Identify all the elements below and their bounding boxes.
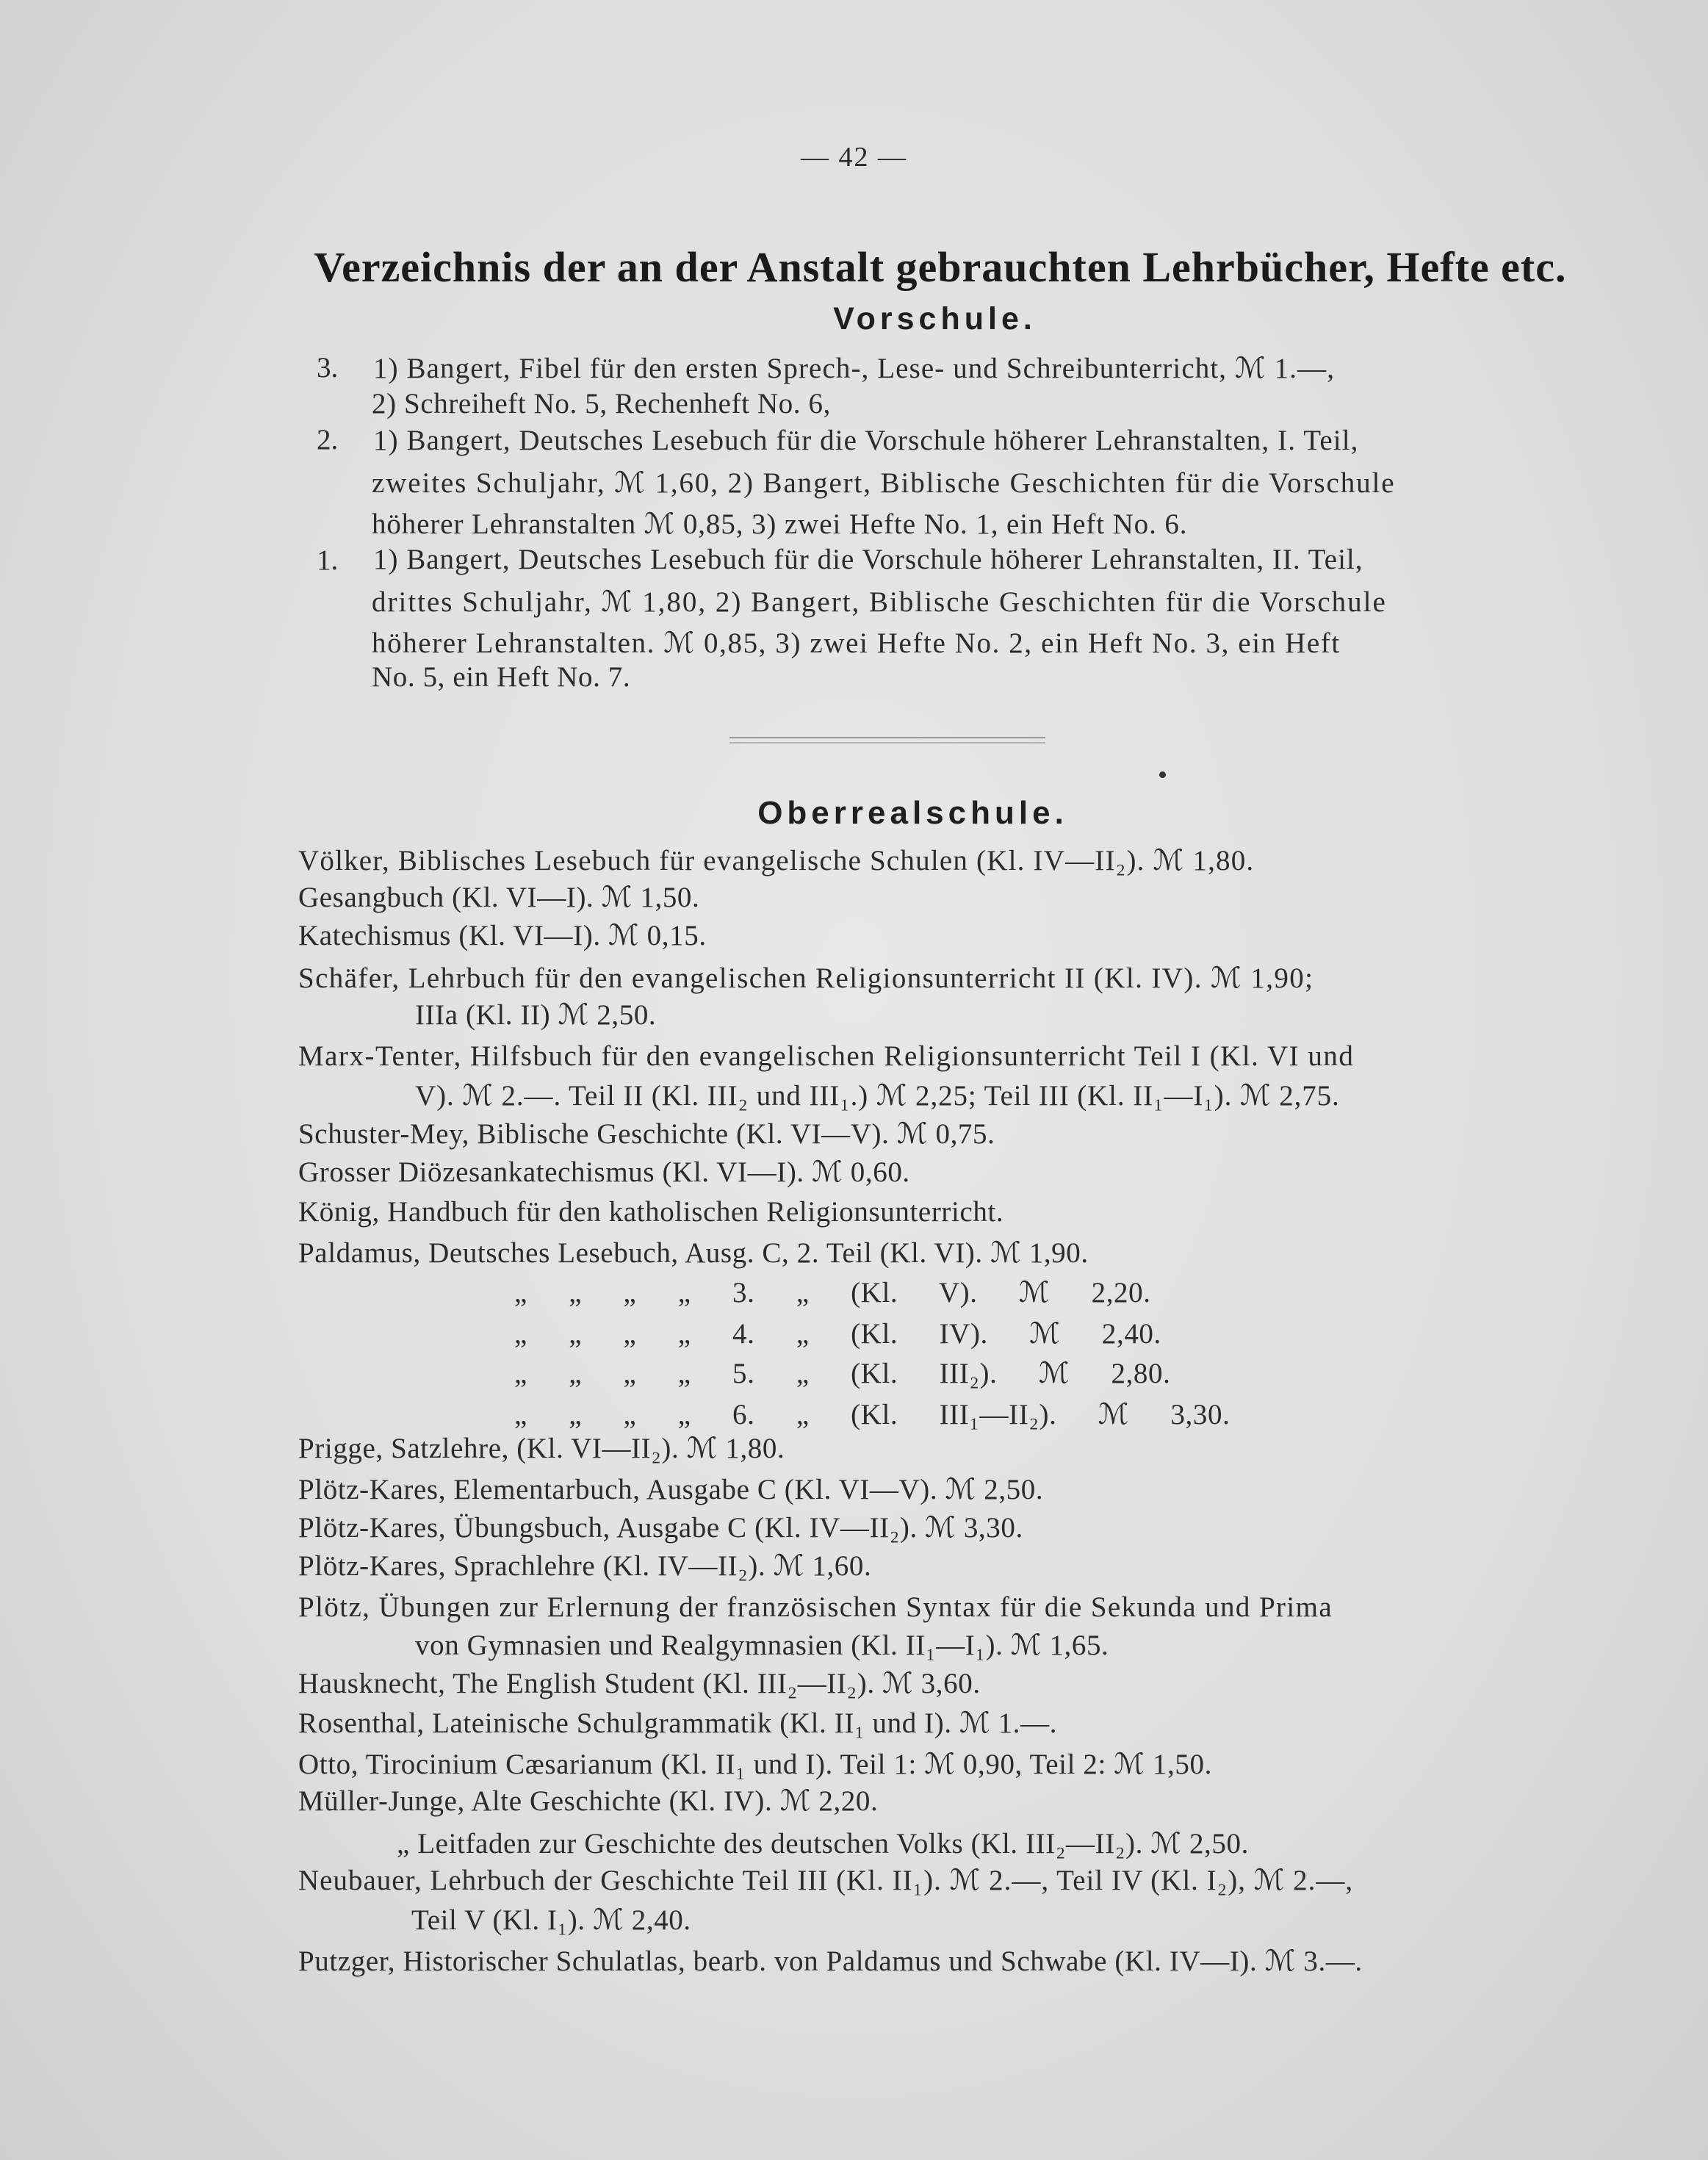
book-line: Plötz-Kares, Übungsbuch, Ausgabe C (Kl. IV—II₂). ℳ 3,30.: [298, 1512, 1023, 1544]
book-line: Gesangbuch (Kl. VI—I). ℳ 1,50.: [298, 882, 700, 913]
book-line: Schäfer, Lehrbuch für den evangelischen Religionsunterricht II (Kl. IV). ℳ 1,90;: [298, 962, 1314, 994]
book-line: V). ℳ 2.—. Teil II (Kl. III₂ und III₁.) ℳ 2,25; Teil III (Kl. II₁—I₁). ℳ 2,75.: [415, 1080, 1340, 1112]
book-line: Plötz-Kares, Elementarbuch, Ausgabe C (Kl. VI—V). ℳ 2,50.: [298, 1474, 1044, 1505]
book-line: Müller-Junge, Alte Geschichte (Kl. IV). ℳ 2,20.: [298, 1785, 879, 1817]
entry-line: 1) Bangert, Deutsches Lesebuch für die Vorschule höherer Lehranstalten, II. Teil,: [373, 544, 1363, 575]
book-line: Paldamus, Deutsches Lesebuch, Ausg. C, 2. Teil (Kl. VI). ℳ 1,90.: [298, 1237, 1089, 1269]
entry-number: 3.: [317, 352, 339, 384]
book-line: Grosser Diözesankatechismus (Kl. VI—I). ℳ 0,60.: [298, 1156, 910, 1188]
book-line: Otto, Tirocinium Cæsarianum (Kl. II₁ und I). Teil 1: ℳ 0,90, Teil 2: ℳ 1,50.: [298, 1749, 1212, 1780]
book-line: „ „ „ „ 5. „ (Kl. III₂). ℳ 2,80.: [514, 1358, 1171, 1389]
section-heading-oberrealschule: Oberrealschule.: [757, 795, 1068, 831]
book-line: „ Leitfaden zur Geschichte des deutschen Volks (Kl. III₂—II₂). ℳ 2,50.: [397, 1828, 1249, 1860]
ink-dot: [1159, 771, 1166, 778]
book-line: Hausknecht, The English Student (Kl. III₂—II₂). ℳ 3,60.: [298, 1668, 981, 1699]
entry-line: 1) Bangert, Deutsches Lesebuch für die Vorschule höherer Lehranstalten, I. Teil,: [373, 425, 1359, 456]
book-line: Schuster-Mey, Biblische Geschichte (Kl. VI—V). ℳ 0,75.: [298, 1118, 995, 1150]
book-line: von Gymnasien und Realgymnasien (Kl. II₁—I₁). ℳ 1,65.: [415, 1630, 1109, 1661]
entry-line: drittes Schuljahr, ℳ 1,80, 2) Bangert, Biblische Geschichten für die Vorschule: [372, 586, 1387, 618]
book-line: „ „ „ „ 4. „ (Kl. IV). ℳ 2,40.: [514, 1318, 1161, 1350]
book-line: König, Handbuch für den katholischen Religionsunterricht.: [298, 1196, 1004, 1228]
entry-line: No. 5, ein Heft No. 7.: [372, 661, 631, 693]
entry-line: 2) Schreiheft No. 5, Rechenheft No. 6,: [372, 388, 831, 420]
page-number: — 42 —: [801, 142, 907, 173]
book-line: Völker, Biblisches Lesebuch für evangelische Schulen (Kl. IV—II₂). ℳ 1,80.: [298, 845, 1255, 876]
entry-line: höherer Lehranstalten ℳ 0,85, 3) zwei Hefte No. 1, ein Heft No. 6.: [372, 508, 1188, 540]
book-line: Prigge, Satzlehre, (Kl. VI—II₂). ℳ 1,80.: [298, 1433, 785, 1464]
section-heading-vorschule: Vorschule.: [833, 301, 1037, 336]
book-line: Plötz, Übungen zur Erlernung der französischen Syntax für die Sekunda und Prima: [298, 1591, 1333, 1623]
entry-line: zweites Schuljahr, ℳ 1,60, 2) Bangert, Biblische Geschichten für die Vorschule: [372, 467, 1396, 499]
entry-number: 2.: [317, 424, 339, 456]
page-title: Verzeichnis der an der Anstalt gebrauchten Lehrbücher, Hefte etc.: [314, 243, 1567, 291]
book-line: Marx-Tenter, Hilfsbuch für den evangelischen Religionsunterricht Teil I (Kl. VI und: [298, 1040, 1355, 1072]
book-line: Neubauer, Lehrbuch der Geschichte Teil III (Kl. II₁). ℳ 2.—, Teil IV (Kl. I₂), ℳ 2.—,: [298, 1865, 1354, 1896]
book-line: Plötz-Kares, Sprachlehre (Kl. IV—II₂). ℳ 1,60.: [298, 1550, 872, 1582]
section-divider: [729, 737, 1045, 744]
book-line: Rosenthal, Lateinische Schulgrammatik (Kl. II₁ und I). ℳ 1.—.: [298, 1707, 1058, 1739]
entry-line: höherer Lehranstalten. ℳ 0,85, 3) zwei Hefte No. 2, ein Heft No. 3, ein Heft: [372, 627, 1341, 659]
entry-number: 1.: [317, 544, 339, 576]
book-line: „ „ „ „ 6. „ (Kl. III₁—II₂). ℳ 3,30.: [514, 1399, 1230, 1430]
book-line: Katechismus (Kl. VI—I). ℳ 0,15.: [298, 920, 707, 951]
book-line: IIIa (Kl. II) ℳ 2,50.: [415, 999, 657, 1031]
entry-line: 1) Bangert, Fibel für den ersten Sprech-, Lese- und Schreibunterricht, ℳ 1.—,: [373, 353, 1336, 384]
book-line: Putzger, Historischer Schulatlas, bearb. von Paldamus und Schwabe (Kl. IV—I). ℳ 3.—.: [298, 1945, 1363, 1977]
book-line: „ „ „ „ 3. „ (Kl. V). ℳ 2,20.: [514, 1277, 1151, 1308]
book-line: Teil V (Kl. I₁). ℳ 2,40.: [411, 1904, 691, 1936]
